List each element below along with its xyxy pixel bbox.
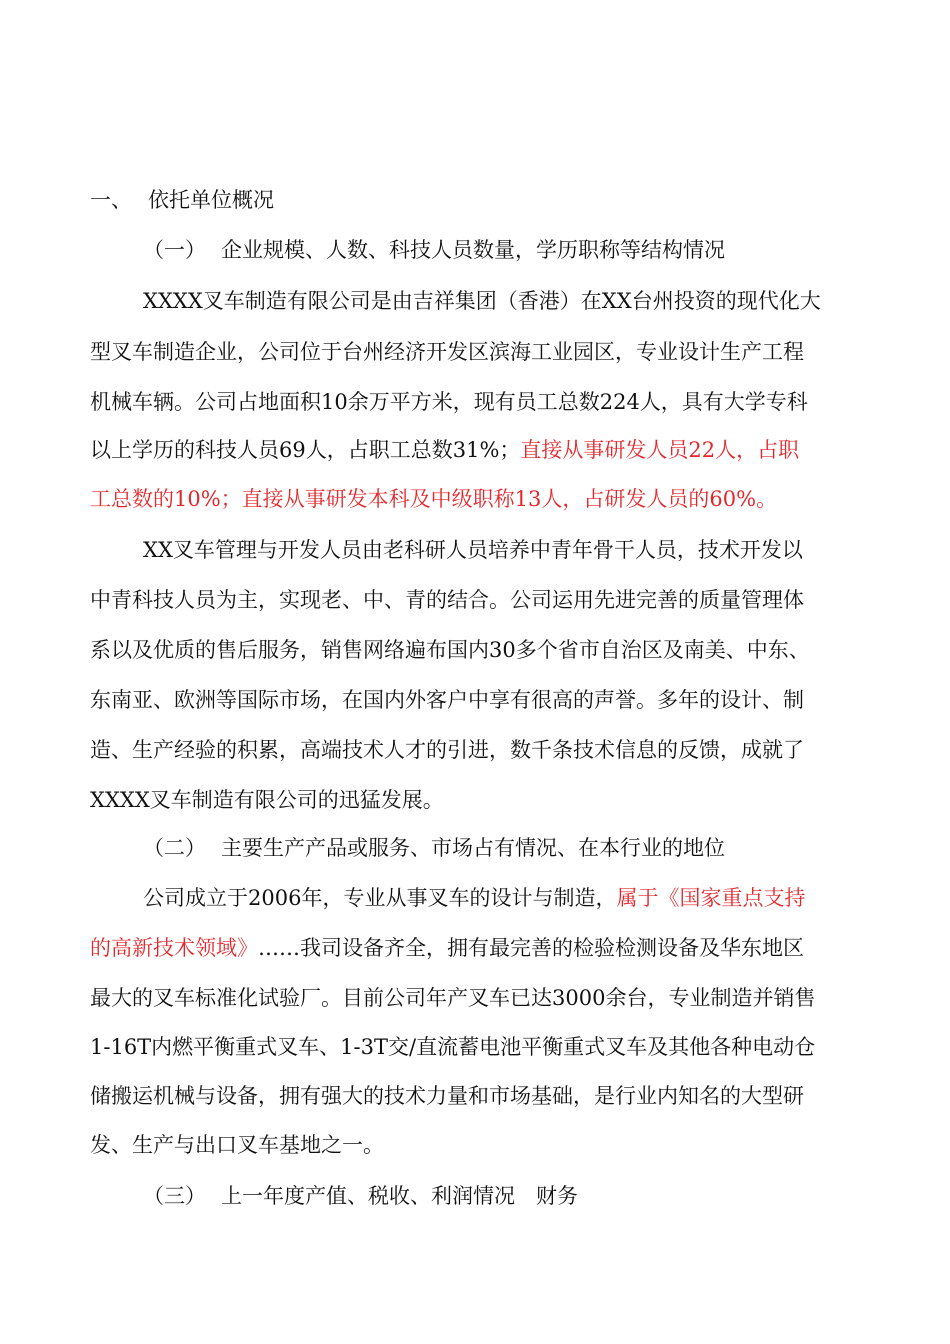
paragraph-2-line-5: 造、生产经验的积累，高端技术人才的引进，数千条技术信息的反馈，成就了 [90,738,804,762]
highlighted-text: 直接从事研发人员22人，占职 [520,438,800,462]
paragraph-3-line-6: 发、生产与出口叉车基地之一。 [90,1133,384,1157]
paragraph-3-line-1 [143,886,805,910]
paragraph-1-line-5-highlighted: 工总数的10%；直接从事研发本科及中级职称13人，占研发人员的60%。 [90,487,778,511]
paragraph-2-line-6: XXXX叉车制造有限公司的迅猛发展。 [90,788,444,812]
subsection-title: 企业规模、人数、科技人员数量，学历职称等结构情况 [221,238,725,262]
section-number: 一、 [90,188,132,212]
paragraph-1-line-3: 机械车辆。公司占地面积10余万平方米，现有员工总数224人，具有大学专科 [90,390,808,414]
paragraph-1-line-1: XXXX叉车制造有限公司是由吉祥集团（香港）在XX台州投资的现代化大 [143,289,821,313]
subsection-title: 主要生产产品或服务、市场占有情况、在本行业的地位 [221,836,725,860]
paragraph-2-line-1: XX叉车管理与开发人员由老科研人员培养中青年骨干人员，技术开发以 [143,538,803,562]
subsection-heading-3 [143,1184,578,1208]
highlighted-text: 属于《国家重点支持 [616,886,806,910]
section-title: 依托单位概况 [148,188,274,212]
paragraph-1-line-2: 型叉车制造企业，公司位于台州经济开发区滨海工业园区，专业设计生产工程 [90,340,804,364]
paragraph-1-line-4 [90,438,799,462]
subsection-title: 上一年度产值、税收、利润情况 财务 [221,1184,578,1208]
paragraph-3-line-1-text: 公司成立于2006年，专业从事叉车的设计与制造， [143,886,617,910]
paragraph-3-line-4: 1-16T内燃平衡重式叉车、1-3T交/直流蓄电池平衡重式叉车及其他各种电动仓 [90,1035,816,1059]
subsection-number: （三） [143,1184,206,1208]
paragraph-2-line-2: 中青科技人员为主，实现老、中、青的结合。公司运用先进完善的质量管理体 [90,588,804,612]
section-heading-1 [90,188,274,212]
subsection-number: （二） [143,836,206,860]
paragraph-1-line-4-text: 以上学历的科技人员69人，占职工总数31%； [90,438,521,462]
subsection-heading-1 [143,238,725,262]
paragraph-2-line-4: 东南亚、欧洲等国际市场，在国内外客户中享有很高的声誉。多年的设计、制 [90,688,804,712]
highlighted-text: 的高新技术领域》 [90,936,258,960]
paragraph-3-line-2-text: ……我司设备齐全，拥有最完善的检验检测设备及华东地区 [258,936,804,960]
subsection-number: （一） [143,238,206,262]
paragraph-3-line-2 [90,936,804,960]
subsection-heading-2 [143,836,725,860]
paragraph-2-line-3: 系以及优质的售后服务，销售网络遍布国内30多个省市自治区及南美、中东、 [90,638,810,662]
paragraph-3-line-5: 储搬运机械与设备，拥有强大的技术力量和市场基础，是行业内知名的大型研 [90,1084,804,1108]
paragraph-3-line-3: 最大的叉车标准化试验厂。目前公司年产叉车已达3000余台，专业制造并销售 [90,986,816,1010]
